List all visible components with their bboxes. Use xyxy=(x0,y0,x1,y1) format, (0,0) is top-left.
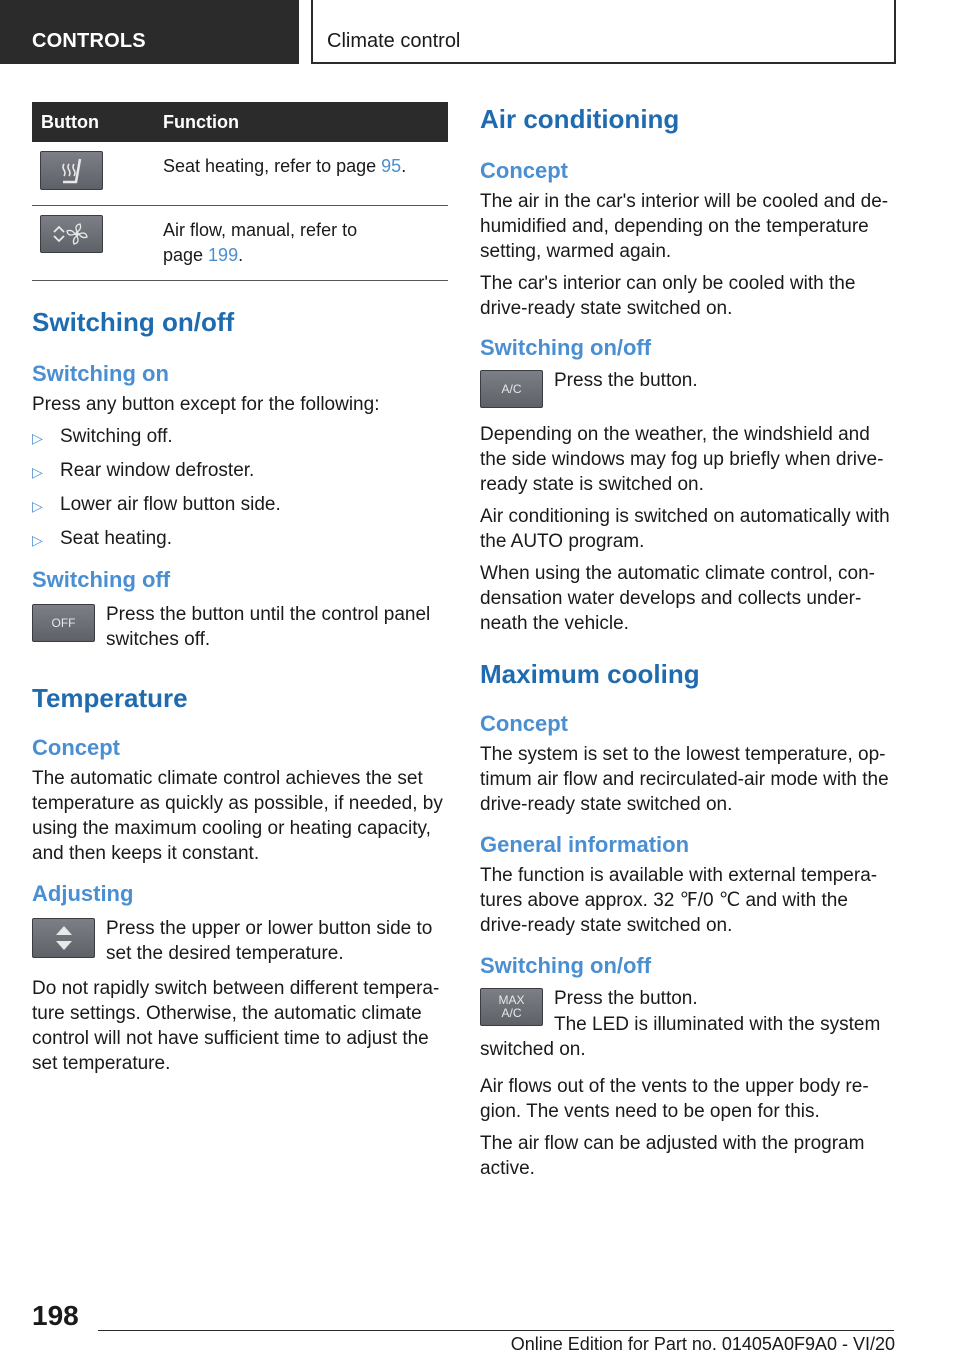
air-flow-text: Air flows out of the vents to the upper body re-gion. The vents need to be open for this. xyxy=(480,1076,869,1122)
table-row: Air flow, manual, refer to page 199. xyxy=(32,205,448,280)
edition-footer: Online Edition for Part no. 01405A0F9A0 - VI/20 xyxy=(510,1334,895,1354)
heading-switching-on-off: Switching on/off xyxy=(480,953,652,978)
table-header-function: Function xyxy=(163,102,448,142)
max-concept-text: The system is set to the lowest temperature, op-timum air flow and recirculated-air mode with the drive-ready state switched on. xyxy=(480,744,889,815)
led-text: The LED is illuminated with the system switched on. xyxy=(480,1014,881,1060)
heading-switching-on-off: Switching on/off xyxy=(32,306,235,337)
heading-switching-on: Switching on xyxy=(32,360,169,386)
switch-on-text: Press any button except for the following: xyxy=(32,393,380,415)
heading-temperature: Temperature xyxy=(32,682,188,713)
exception-list xyxy=(32,424,448,553)
heading-switching-off: Switching off xyxy=(32,566,171,592)
heading-maximum-cooling: Maximum cooling xyxy=(480,659,700,689)
page-link[interactable]: 199 xyxy=(208,244,239,265)
switch-off-text: Press the button until the control panel switches off. xyxy=(106,603,431,650)
heading-switching-on-off: Switching on/off xyxy=(480,335,652,360)
ac-button-icon: A/C xyxy=(480,370,543,408)
heading-general-information: General information xyxy=(480,832,690,857)
ac-concept-text: The air in the car's interior will be cooled and de-humidified and, depending on the temperature setting, warmed again. xyxy=(480,191,889,262)
list-item: ▷ Lower air flow button side. xyxy=(32,492,448,519)
press-button-text: Press the button. xyxy=(554,988,698,1009)
ac-concept-text-2: The car's interior can only be cooled with the drive-ready state switched on. xyxy=(480,273,856,319)
adjusting-text: Press the upper or lower button side to set the desired temperature. xyxy=(106,917,433,964)
off-button-icon: OFF xyxy=(32,604,95,642)
adjusting-note: Do not rapidly switch between different tempera-ture settings. Otherwise, the automatic climate control will not have sufficient time to adjust the set temperature. xyxy=(32,977,440,1074)
heading-concept: Concept xyxy=(480,711,568,736)
triangle-bullet-icon: ▷ xyxy=(32,531,43,548)
page-link[interactable]: 95 xyxy=(381,156,402,176)
row-text: Air flow, manual, refer to xyxy=(163,219,358,240)
triangle-bullet-icon: ▷ xyxy=(32,429,43,446)
table-header-button: Button xyxy=(32,102,163,142)
chapter-title: Climate control xyxy=(311,0,896,64)
left-column xyxy=(32,102,448,1076)
general-information-text: The function is available with external tempera-tures above approx. 32 ℉/0 ℃ and with the drive-ready state switched on. xyxy=(480,865,878,936)
air-flow-manual-icon xyxy=(40,215,103,253)
press-button-text: Press the button. xyxy=(554,370,698,391)
list-item: ▷ Switching off. xyxy=(32,424,448,451)
footer-divider xyxy=(98,1330,894,1331)
page-number: 198 xyxy=(32,1300,79,1331)
triangle-bullet-icon: ▷ xyxy=(32,497,43,514)
temperature-concept-text: The automatic climate control achieves the set temperature as quickly as possible, if needed, by using the maximum cooling or heating capacity, and then keeps it constant. xyxy=(32,767,443,864)
heading-air-conditioning: Air conditioning xyxy=(480,104,680,134)
max-ac-button-icon: MAX A/C xyxy=(480,988,543,1026)
section-label: CONTROLS xyxy=(0,0,299,64)
air-flow-adjust-text: The air flow can be adjusted with the program active. xyxy=(480,1133,865,1179)
heading-concept: Concept xyxy=(480,158,568,183)
heading-adjusting: Adjusting xyxy=(32,880,134,906)
heading-concept: Concept xyxy=(32,734,120,760)
triangle-bullet-icon: ▷ xyxy=(32,463,43,480)
ac-condensation-text: When using the automatic climate control, con-densation water develops and collects under-neath the vehicle. xyxy=(480,563,875,634)
button-function-table xyxy=(32,102,448,281)
page-header xyxy=(0,0,960,66)
ac-auto-text: Air conditioning is switched on automatically with the AUTO program. xyxy=(480,506,890,552)
ac-fog-text: Depending on the weather, the windshield and the side windows may fog up briefly when drive-ready state is switched on. xyxy=(480,424,884,495)
temperature-rocker-icon xyxy=(32,918,95,958)
seat-heating-icon xyxy=(40,151,103,190)
list-item: ▷ Seat heating. xyxy=(32,526,448,553)
right-column xyxy=(480,102,895,1181)
table-row: Seat heating, refer to page 95. xyxy=(32,142,448,205)
list-item: ▷ Rear window defroster. xyxy=(32,458,448,485)
row-text: Seat heating, refer to page xyxy=(163,156,382,176)
